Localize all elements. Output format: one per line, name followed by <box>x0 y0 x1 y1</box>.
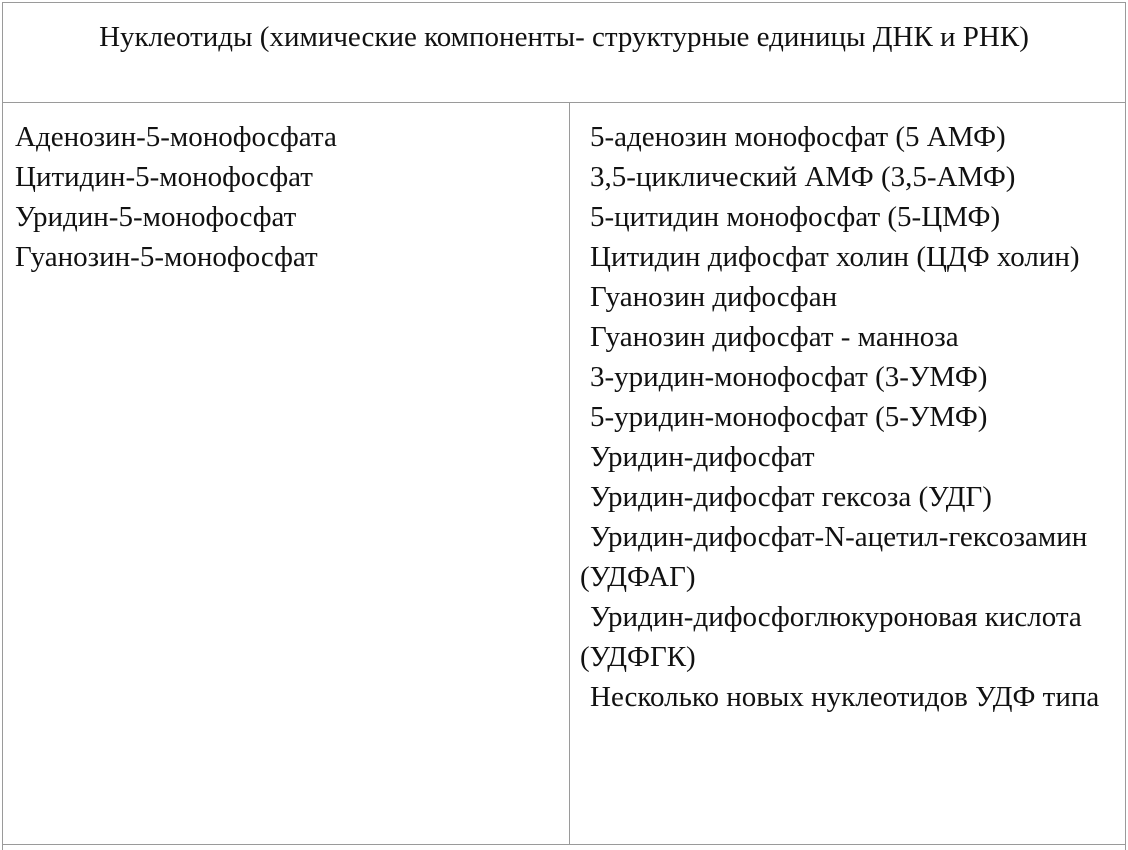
right-list-item: Уридин-дифосфат <box>590 441 815 473</box>
right-list-item: 3-уридин-монофосфат (3-УМФ) <box>590 361 988 393</box>
left-column-cell <box>3 103 570 844</box>
right-list-item: 5-цитидин монофосфат (5-ЦМФ) <box>590 201 1001 233</box>
right-column-cell <box>570 103 1127 844</box>
left-list-item: Цитидин-5-монофосфат <box>15 161 313 193</box>
nucleotide-table <box>2 2 1126 850</box>
left-list-item: Аденозин-5-монофосфата <box>15 121 337 153</box>
right-list-item: 5-аденозин монофосфат (5 АМФ) <box>590 121 1006 153</box>
table-header-cell <box>3 3 1125 103</box>
right-list-item: Уридин-дифосфоглюкуроновая кислота (УДФГК) <box>580 601 1082 673</box>
right-list-item: Уридин-дифосфат гексоза (УДГ) <box>590 481 992 513</box>
right-list-item: Уридин-дифосфат-N-ацетил-гексозамин (УДФАГ) <box>580 521 1088 593</box>
table-header-text: Нуклеотиды (химические компоненты- структурные единицы ДНК и РНК) <box>99 21 1029 53</box>
right-list-item: 5-уридин-монофосфат (5-УМФ) <box>590 401 988 433</box>
right-list-item: Несколько новых нуклеотидов УДФ типа <box>590 681 1100 713</box>
left-list-item: Гуанозин-5-монофосфат <box>15 241 318 273</box>
left-list-item: Уридин-5-монофосфат <box>15 201 297 233</box>
right-list-item: Цитидин дифосфат холин (ЦДФ холин) <box>590 241 1080 273</box>
right-list-item: Гуанозин дифосфат - манноза <box>590 321 959 353</box>
right-list-item: Гуанозин дифосфан <box>590 281 838 313</box>
table-bottom-border <box>3 844 1125 845</box>
right-list-item: 3,5-циклический АМФ (3,5-АМФ) <box>590 161 1016 193</box>
